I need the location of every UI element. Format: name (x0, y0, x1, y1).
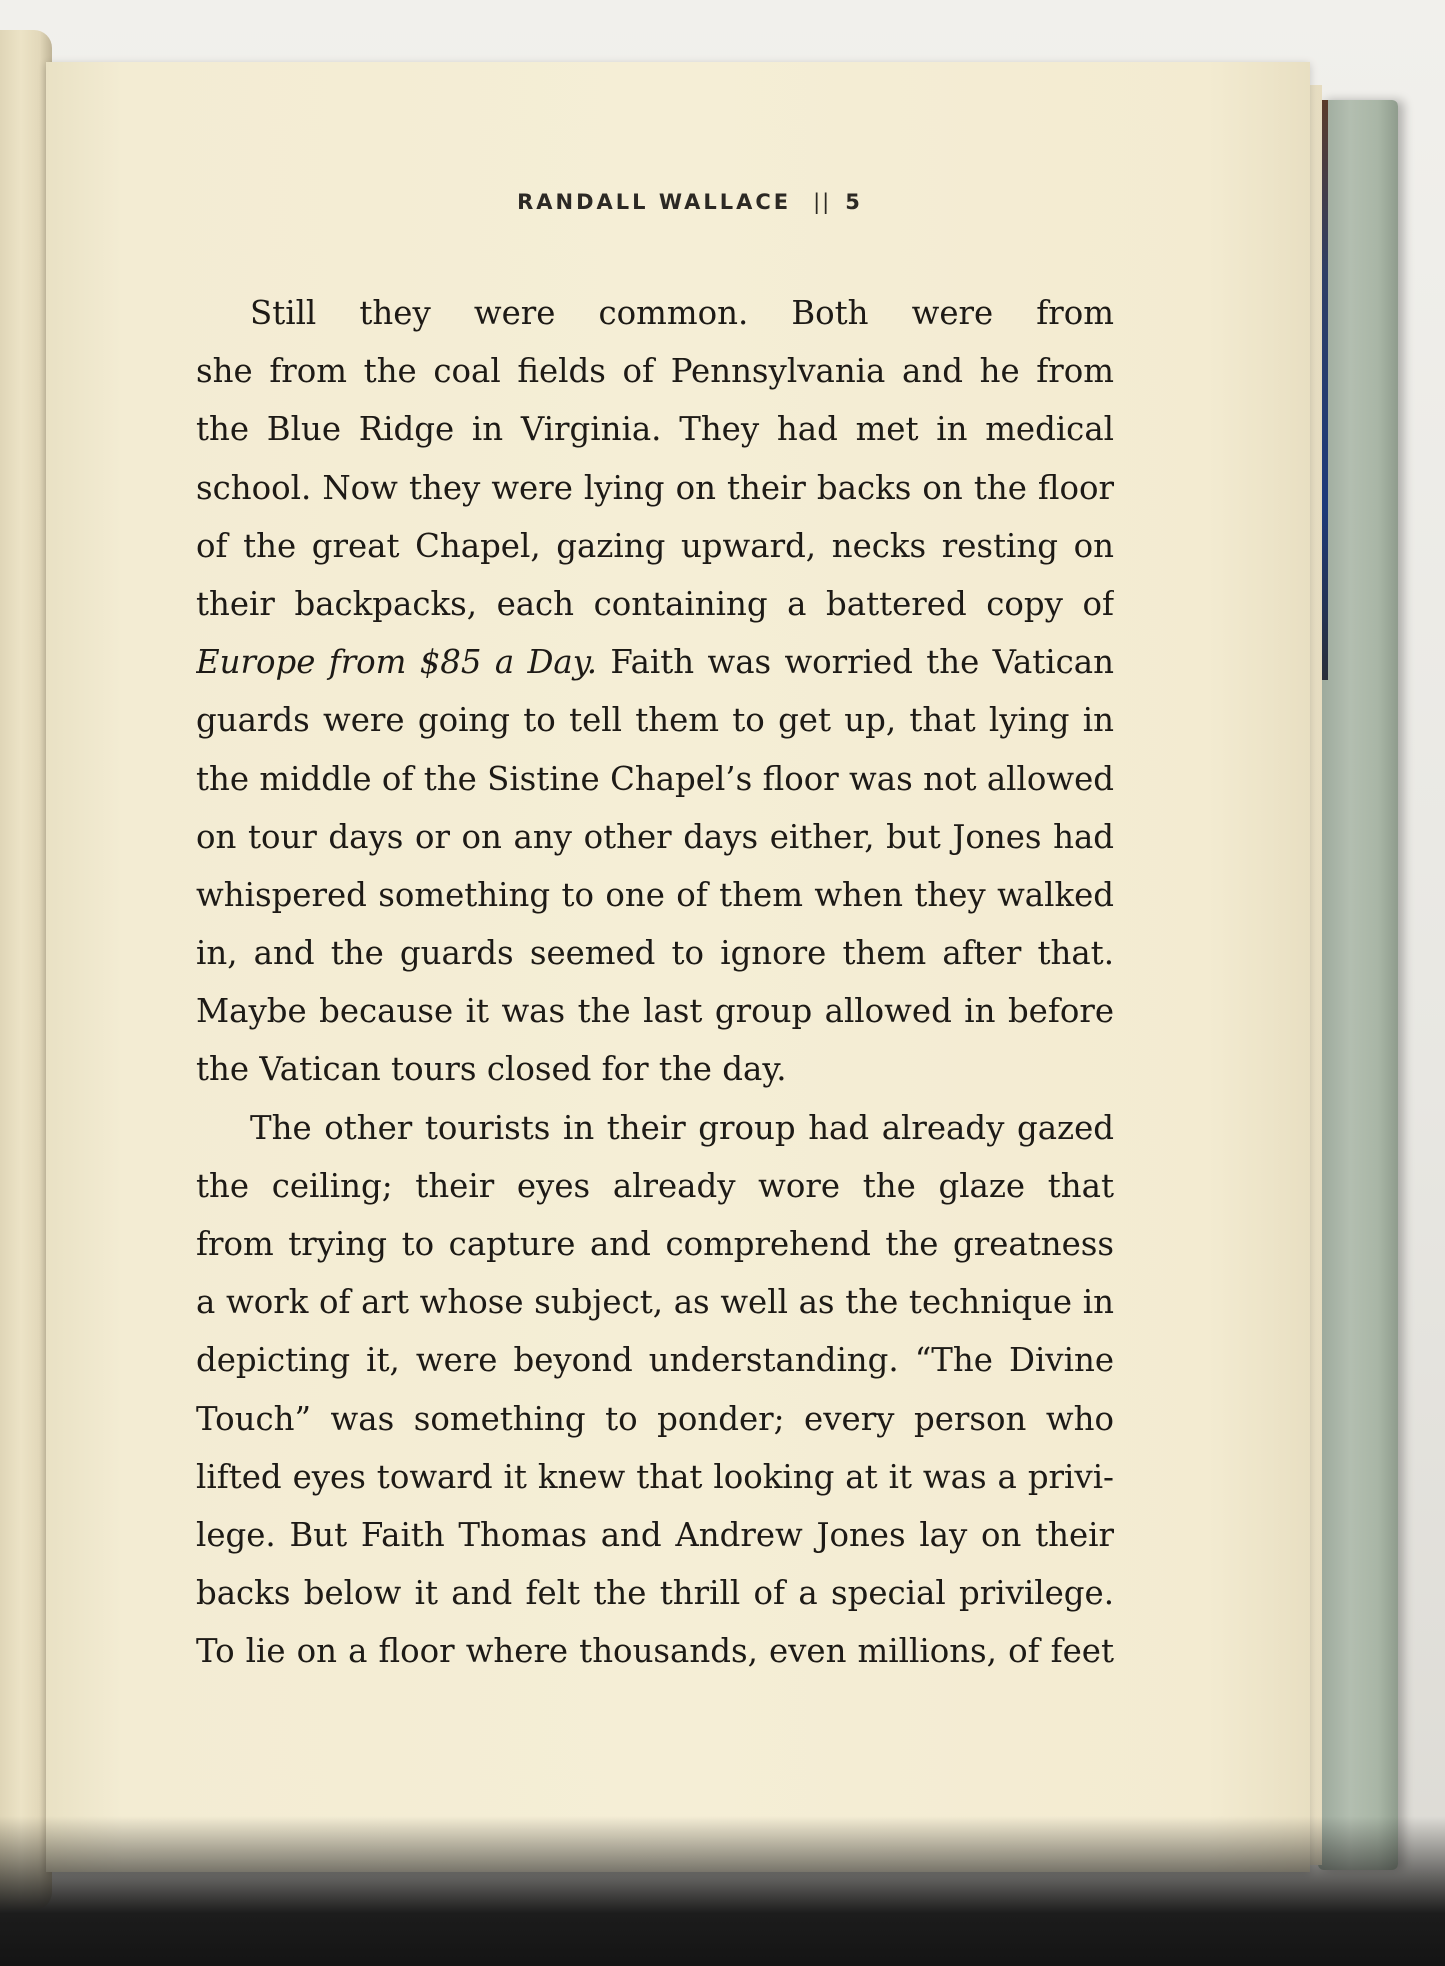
text-line: depicting it, were beyond understanding. “The Divine (196, 1341, 1114, 1380)
text-line: the middle of the Sistine Chapel’s floor was not allowed (196, 759, 1114, 798)
text-line: in, and the guards seemed to ignore them after that. (196, 934, 1114, 973)
text-line: backs below it and felt the thrill of a special privilege. (196, 1574, 1114, 1613)
text-line: of the great Chapel, gazing upward, necks resting on (196, 526, 1114, 565)
text-line: lege. But Faith Thomas and Andrew Jones lay on their (196, 1515, 1114, 1554)
header-page-number: 5 (845, 190, 863, 214)
text-line: whispered something to one of them when they walked (196, 875, 1114, 914)
book-page (46, 62, 1310, 1872)
line-continuation: Faith was worried the Vatican (610, 643, 1114, 682)
running-header (58, 190, 1322, 214)
text-line: she from the coal fields of Pennsylvania and he from (196, 352, 1114, 391)
table-shadow (0, 1816, 1445, 1966)
text-line: guards were going to tell them to get up, that lying in (196, 701, 1114, 740)
text-line: Maybe because it was the last group allowed in before (196, 992, 1114, 1031)
text-line: the Blue Ridge in Virginia. They had met in medical (196, 410, 1114, 449)
text-line: the ceiling; their eyes already wore the glaze that (196, 1166, 1114, 1205)
header-separator: || (813, 190, 832, 214)
text-line: Still they were common. Both were from (250, 294, 1114, 332)
header-author: RANDALL WALLACE (517, 190, 792, 214)
text-line: on tour days or on any other days either, but Jones had (196, 817, 1114, 856)
paragraph-1 (196, 284, 1114, 1099)
page-body (196, 284, 1114, 1681)
book-cover-edge (1318, 100, 1398, 1870)
left-page-edge (0, 30, 52, 1910)
text-line: The other tourists in their group had already gazed (250, 1108, 1114, 1147)
book-title-italic: Europe from $85 a Day. (196, 643, 598, 682)
text-line: To lie on a floor where thousands, even millions, of feet (196, 1632, 1114, 1671)
paragraph-2 (196, 1099, 1114, 1681)
text-line: lifted eyes toward it knew that looking at it was a privi- (196, 1457, 1114, 1496)
text-line: their backpacks, each containing a battered copy of (196, 584, 1114, 623)
text-line: Touch” was something to ponder; every person who (196, 1399, 1114, 1438)
text-line (196, 633, 1114, 691)
text-line: from trying to capture and comprehend the greatness (196, 1225, 1114, 1263)
text-line: the Vatican tours closed for the day. (196, 1050, 787, 1089)
text-line: a work of art whose subject, as well as the technique in (196, 1283, 1114, 1322)
text-line: school. Now they were lying on their backs on the floor (196, 468, 1114, 507)
